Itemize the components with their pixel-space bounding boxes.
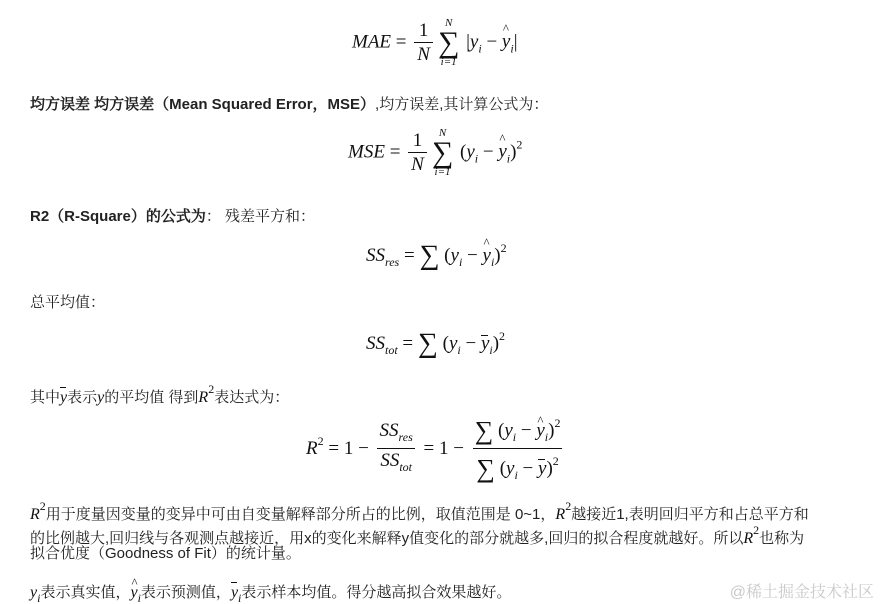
r2-heading — [30, 204, 315, 230]
r2-desc-line2-b: 也称为 — [759, 530, 805, 547]
total-mean-label: 总平均值： — [30, 294, 106, 311]
ss-tot-formula: $SS_{tot}$ = ∑ $(y_i - y_i)^2$ — [366, 328, 506, 359]
mse-heading — [30, 92, 548, 118]
r2-desc-line2-a: 的比例越大,回归线与各观测点越接近，用x的变化来解释y值变化的部分就越多,回归的拟合程度就越好。所以 — [30, 530, 744, 547]
r2-desc-line1: $R^2$用于度量因变量的变异中可由自变量解释部分所占的比例，取值范围是 0~1，$R^2$越接近1,表明回归平方和占总平方和 — [30, 499, 809, 523]
r2-heading-desc: ： 残差平方和： — [205, 208, 316, 225]
yi-line-t2: 表示预测值， — [140, 584, 231, 601]
ybar-line-t1: 其中 — [30, 389, 61, 406]
ybar-line-t3: 的平均值 得到 — [104, 389, 199, 406]
yi-line: $y_i$表示真实值，^ $y_i$表示预测值，$y_i$表示样本均值。得分越高拟合效果越好。 — [30, 580, 511, 604]
r2-desc-line2: 的比例越大,回归线与各观测点越接近，用x的变化来解释y值变化的部分就越多,回归的拟合程度就越好。所以$R^2$也称为 — [30, 523, 805, 547]
ybar-line-t4: 表达式为： — [214, 389, 290, 406]
ss-res-formula: $SS_{res}$ = ∑ ($y_i$ − ^ $y_i)^2$ — [366, 240, 507, 272]
r2-desc-line1-b: 越接近1,表明回归平方和占总平方和 — [571, 506, 809, 523]
yi-line-t3: 表示样本均值。得分越高拟合效果越好。 — [241, 584, 512, 601]
r2-heading-title: R2（R-Square）的公式为 — [30, 208, 206, 225]
mse-heading-desc: ,均方误差,其计算公式为： — [375, 96, 549, 113]
mse-heading-title: 均方误差 均方误差（Mean Squared Error，MSE） — [30, 96, 376, 113]
r2-desc-line3: 拟合优度（Goodness of Fit）的统计量。 — [30, 545, 301, 562]
ybar-line-t2: 表示 — [67, 389, 98, 406]
r2-desc-line1-a: 用于度量因变量的变异中可由自变量解释部分所占的比例，取值范围是 0~1， — [45, 506, 556, 523]
mae-formula: MAE = $\frac{1}{N}$ N ∑ i=1 $|y_i$ − ^ $y_i|$ — [352, 18, 518, 68]
ybar-line: 其中y表示y的平均值 得到$R^2$表达式为： — [30, 376, 289, 411]
mse-formula: MSE = $\frac{1}{N}$ N ∑ i=1 ($y_i$ − ^ $y_i)^2$ — [348, 128, 522, 178]
yi-line-t1: 表示真实值， — [40, 584, 131, 601]
watermark: @稀土掘金技术社区 — [729, 584, 874, 601]
r2-formula: $R^2 = 1$ − $\frac{SS_{res}}{SS_{tot}}$ = 1 − $\frac{\sum (y_i - \^{} y_i)^2}{\sum (y_i - y)^2}$ — [306, 412, 566, 487]
